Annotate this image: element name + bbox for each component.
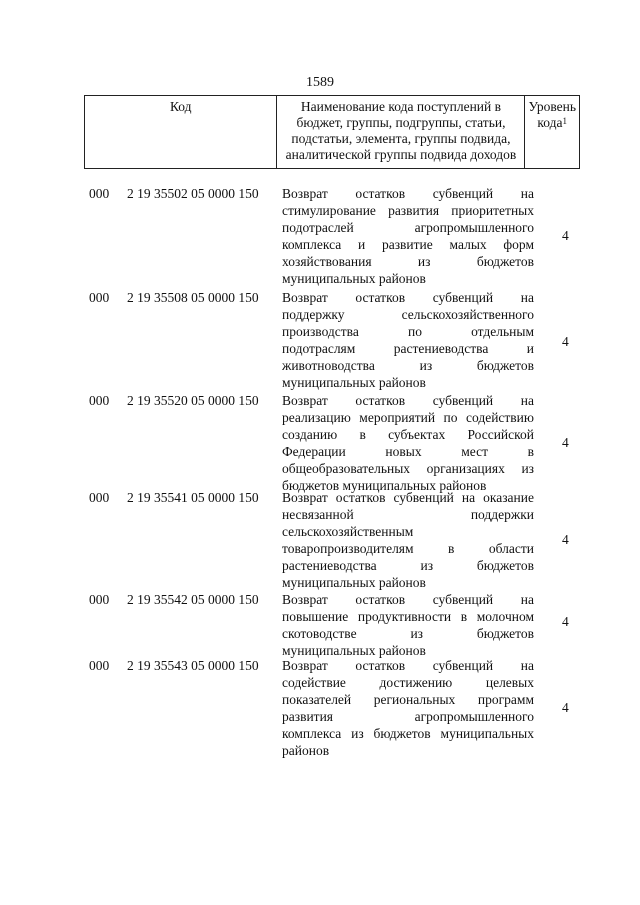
description-line: муниципальных районов bbox=[282, 642, 426, 658]
description-line: содействие достижению целевых bbox=[282, 674, 534, 690]
income-description bbox=[282, 393, 534, 494]
description-line: Возврат остатков субвенций на bbox=[282, 393, 534, 408]
income-description bbox=[282, 592, 534, 660]
income-description bbox=[282, 490, 534, 591]
description-line: подотраслей агропромышленного bbox=[282, 219, 534, 235]
description-line: Возврат остатков субвенций на оказание bbox=[282, 490, 534, 505]
description-line: растениеводства из бюджетов bbox=[282, 557, 534, 573]
description-line: повышение продуктивности в молочном bbox=[282, 608, 534, 624]
description-line: муниципальных районов bbox=[282, 270, 426, 286]
header-code-label: Код bbox=[169, 99, 192, 114]
header-level-line1: Уровень bbox=[528, 99, 576, 114]
income-description bbox=[282, 186, 534, 287]
code-level: 4 bbox=[562, 532, 569, 547]
description-line: товаропроизводителям в области bbox=[282, 540, 534, 556]
description-line: Возврат остатков субвенций на bbox=[282, 658, 534, 673]
description-line: Возврат остатков субвенций на bbox=[282, 592, 534, 607]
description-line: комплекса и развитие малых форм bbox=[282, 236, 534, 252]
description-line: Возврат остатков субвенций на bbox=[282, 290, 534, 305]
description-line: несвязанной поддержки bbox=[282, 506, 534, 522]
table-header bbox=[84, 95, 580, 169]
description-line: скотоводстве из бюджетов bbox=[282, 625, 534, 641]
code-level: 4 bbox=[562, 435, 569, 450]
code-level: 4 bbox=[562, 700, 569, 715]
description-line: общеобразовательных организациях из bbox=[282, 460, 534, 476]
income-description bbox=[282, 290, 534, 391]
description-line: показателей региональных программ bbox=[282, 691, 534, 707]
description-line: животноводства из бюджетов bbox=[282, 357, 534, 373]
description-line: развития агропромышленного bbox=[282, 708, 534, 724]
income-code: 2 19 35502 05 0000 150 bbox=[127, 186, 259, 201]
group-code: 000 bbox=[89, 592, 110, 607]
description-line: подотраслям растениеводства и bbox=[282, 340, 534, 356]
group-code: 000 bbox=[89, 290, 110, 305]
description-line: стимулирование развития приоритетных bbox=[282, 202, 534, 218]
header-name-cell bbox=[277, 96, 525, 169]
header-level-line2: кода bbox=[537, 115, 563, 130]
code-level: 4 bbox=[562, 228, 569, 243]
income-code: 2 19 35520 05 0000 150 bbox=[127, 393, 259, 408]
income-code: 2 19 35542 05 0000 150 bbox=[127, 592, 259, 607]
group-code: 000 bbox=[89, 658, 110, 673]
group-code: 000 bbox=[89, 186, 110, 201]
header-level-cell bbox=[525, 96, 580, 169]
income-description bbox=[282, 658, 534, 759]
description-line: бюджетов муниципальных районов bbox=[282, 477, 487, 493]
description-line: Возврат остатков субвенций на bbox=[282, 186, 534, 201]
description-line: районов bbox=[282, 742, 330, 758]
header-name-line: бюджет, группы, подгруппы, статьи, bbox=[296, 115, 506, 130]
description-line: хозяйствования из бюджетов bbox=[282, 253, 534, 269]
page-number: 1589 bbox=[306, 75, 334, 90]
header-name-line: Наименование кода поступлений в bbox=[300, 99, 502, 114]
code-level: 4 bbox=[562, 614, 569, 629]
code-level: 4 bbox=[562, 334, 569, 349]
footnote-marker: 1 bbox=[562, 116, 568, 126]
description-line: сельскохозяйственным bbox=[282, 523, 414, 539]
income-code: 2 19 35543 05 0000 150 bbox=[127, 658, 259, 673]
income-code: 2 19 35541 05 0000 150 bbox=[127, 490, 259, 505]
group-code: 000 bbox=[89, 490, 110, 505]
description-line: поддержку сельскохозяйственного bbox=[282, 306, 534, 322]
description-line: реализацию мероприятий по содействию bbox=[282, 409, 534, 425]
description-line: муниципальных районов bbox=[282, 574, 426, 590]
header-name-line: аналитической группы подвида доходов bbox=[285, 147, 517, 162]
description-line: муниципальных районов bbox=[282, 374, 426, 390]
group-code: 000 bbox=[89, 393, 110, 408]
header-name-line: подстатьи, элемента, группы подвида, bbox=[291, 131, 511, 146]
description-line: созданию в субъектах Российской bbox=[282, 426, 534, 442]
description-line: комплекса из бюджетов муниципальных bbox=[282, 725, 534, 741]
header-code-cell bbox=[85, 96, 277, 169]
description-line: Федерации новых мест в bbox=[282, 443, 534, 459]
income-code: 2 19 35508 05 0000 150 bbox=[127, 290, 259, 305]
description-line: производства по отдельным bbox=[282, 323, 534, 339]
